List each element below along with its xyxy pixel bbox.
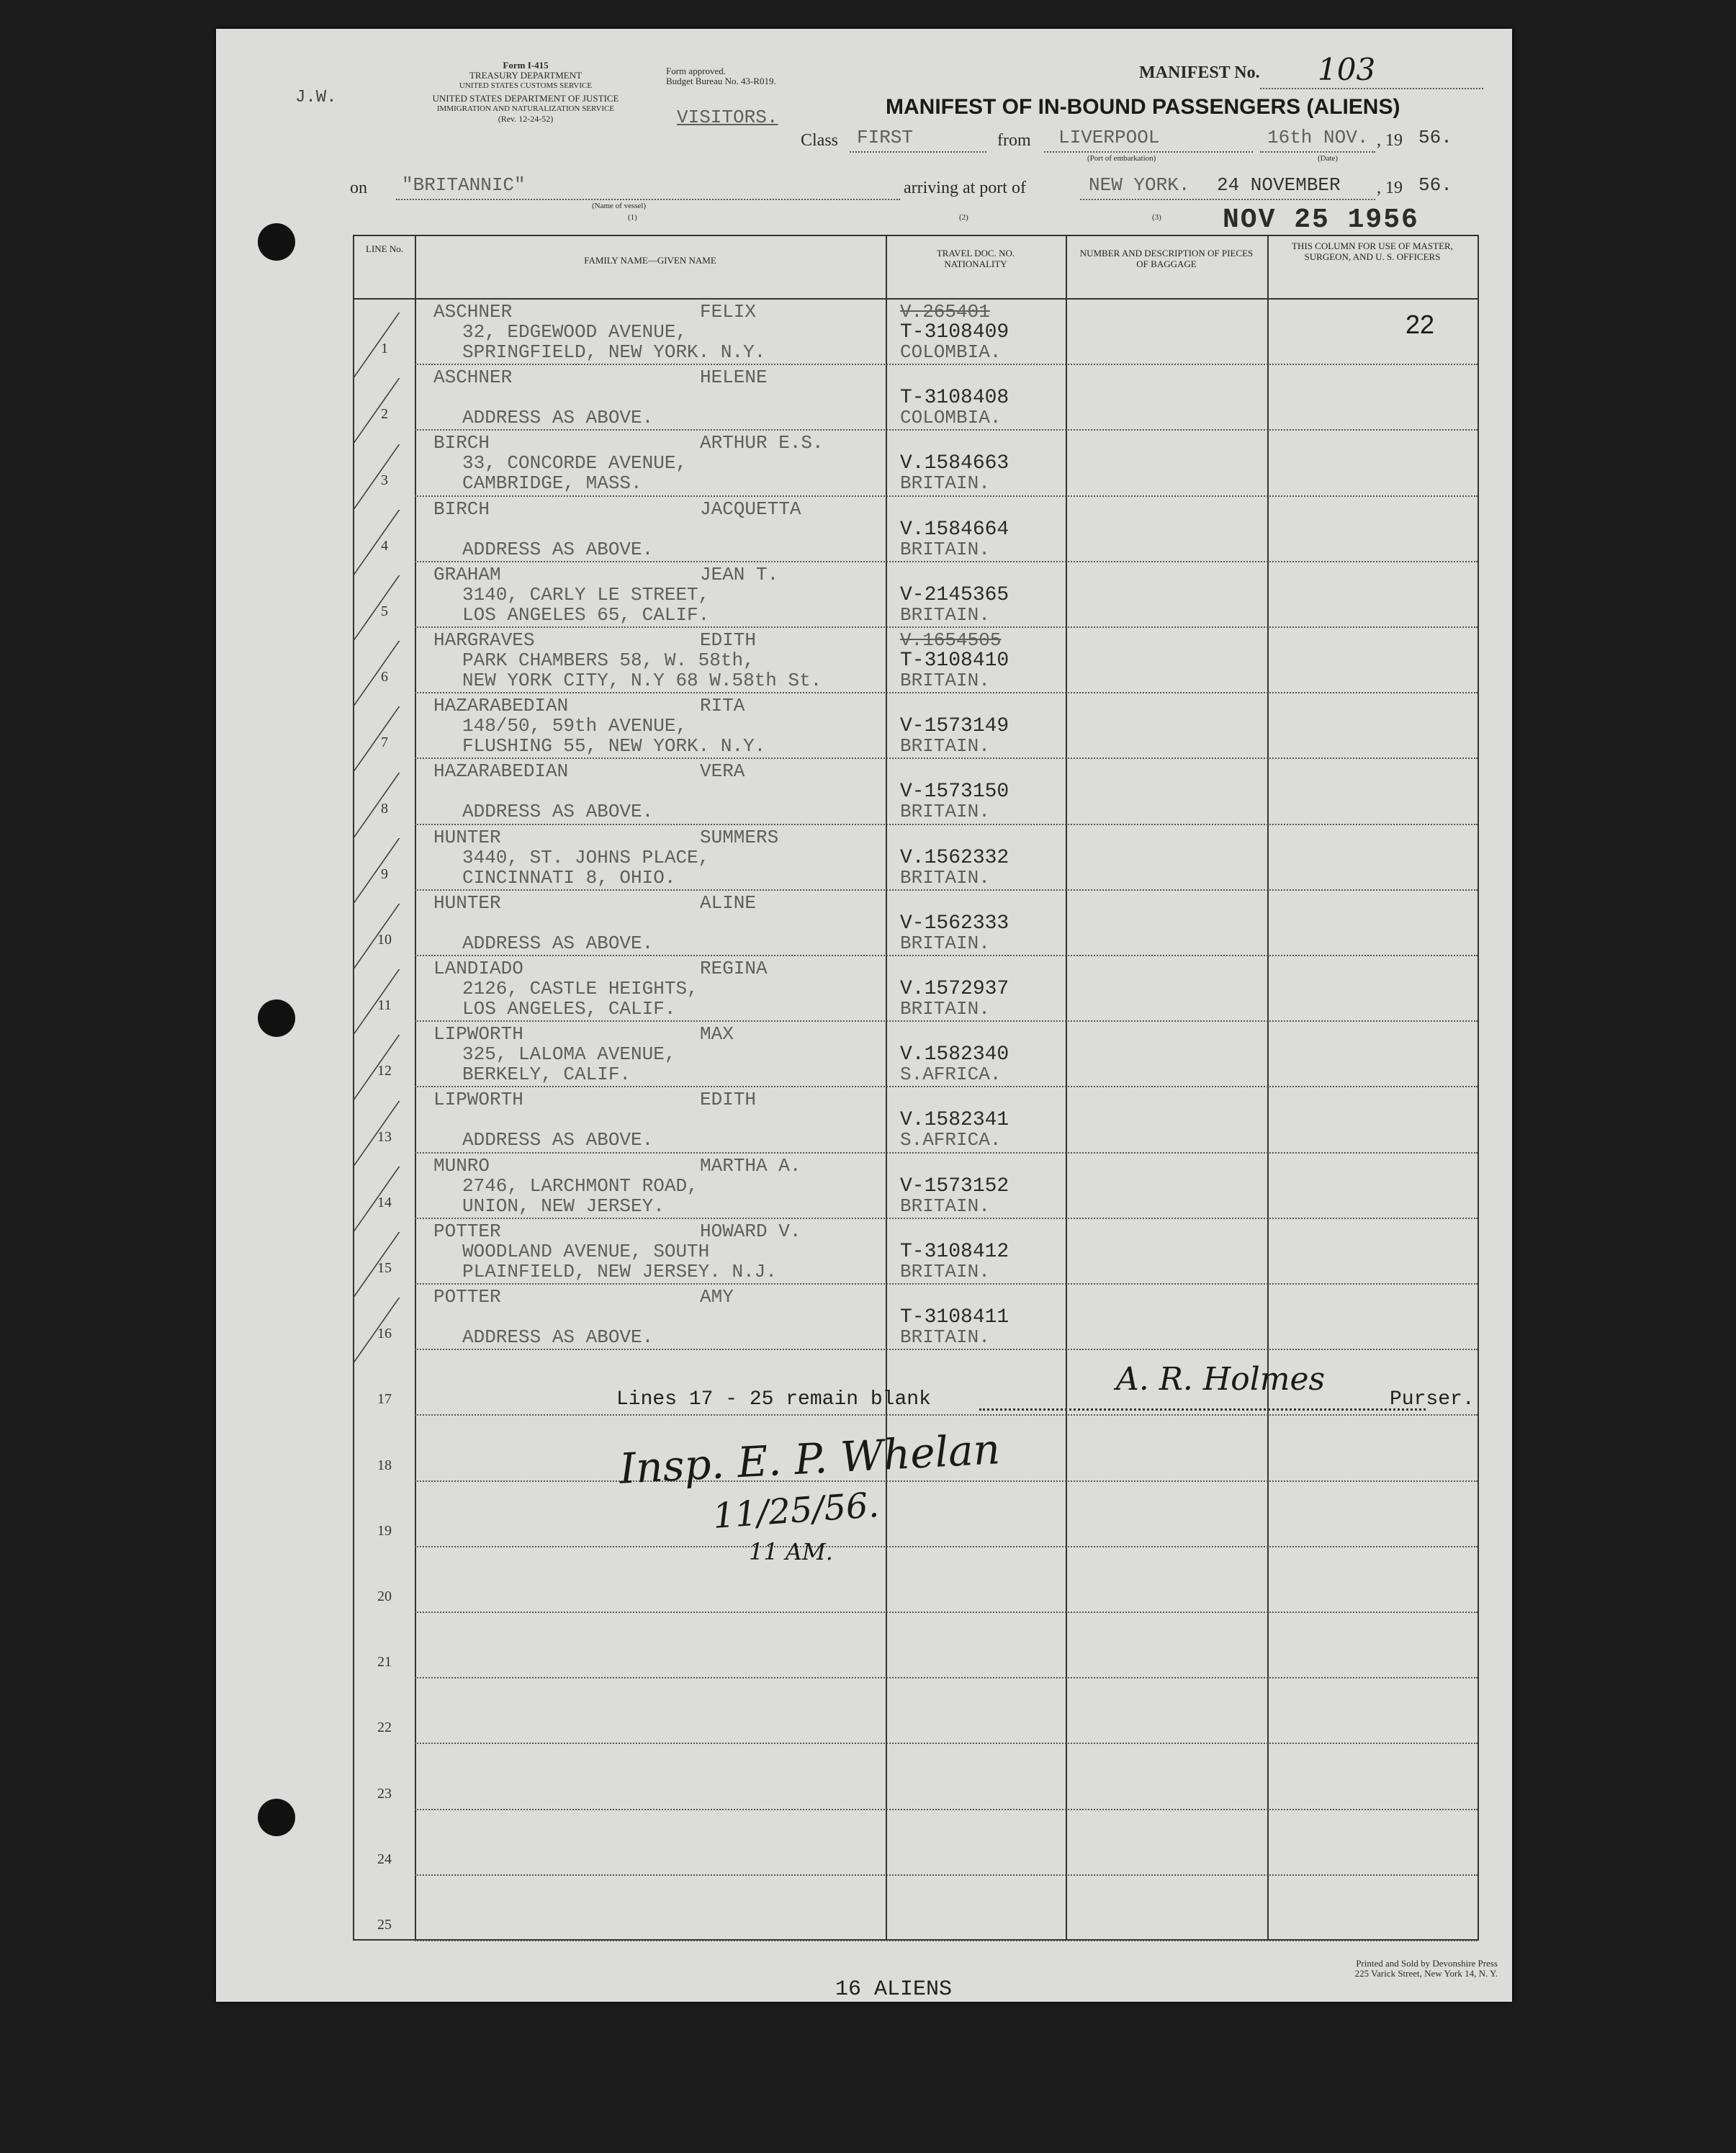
given-name: HELENE <box>700 367 768 389</box>
family-name: BIRCH <box>433 432 490 454</box>
punch-hole <box>258 999 295 1037</box>
table-row <box>354 562 1478 628</box>
line-number: 17 <box>377 1391 392 1408</box>
punch-hole <box>258 1799 295 1836</box>
col-name-header: FAMILY NAME—GIVEN NAME <box>584 255 716 266</box>
punch-hole <box>258 223 295 261</box>
address-line-1: 33, CONCORDE AVENUE, <box>462 452 688 475</box>
address-line-1: 32, EDGEWOOD AVENUE, <box>462 321 688 343</box>
line-number: 19 <box>377 1522 392 1539</box>
nationality: BRITAIN. <box>900 1260 990 1282</box>
caption-1: (1) <box>628 213 637 222</box>
address-line-2: LOS ANGELES, CALIF. <box>462 998 676 1020</box>
line-number: 15 <box>377 1260 392 1276</box>
line-number: 6 <box>381 669 388 686</box>
nationality: S.AFRICA. <box>900 1129 1002 1151</box>
clerk-initials: J.W. <box>295 88 337 107</box>
col-baggage-header: NUMBER AND DESCRIPTION OF PIECES OF BAGGAGE <box>1079 248 1254 269</box>
col-officers-header: THIS COLUMN FOR USE OF MASTER, SURGEON, AND U. S. OFFICERS <box>1292 241 1453 262</box>
given-name: FELIX <box>700 301 757 323</box>
table-row <box>354 365 1478 431</box>
nationality: COLOMBIA. <box>900 341 1002 363</box>
table-row <box>354 759 1478 824</box>
travel-doc-number: V-2145365 <box>900 583 1009 606</box>
form-number: Form I-415 <box>503 60 549 71</box>
inspector-date: 11/25/56. <box>711 1485 881 1537</box>
inspector-time: 11 AM. <box>749 1538 833 1565</box>
table-row <box>354 300 1478 365</box>
family-name: HUNTER <box>433 891 501 914</box>
vessel-caption: (Name of vessel) <box>592 202 647 210</box>
travel-doc-number: V.1584663 <box>900 452 1009 475</box>
manifest-number: 103 <box>1318 52 1376 87</box>
line-number: 21 <box>377 1654 392 1671</box>
date-caption: (Date) <box>1318 154 1339 163</box>
line-number: 12 <box>377 1063 392 1079</box>
line-number: 22 <box>377 1720 392 1736</box>
address-line-2: FLUSHING 55, NEW YORK. N.Y. <box>462 735 766 758</box>
purser-label: Purser. <box>1390 1388 1475 1411</box>
address-line-2: CINCINNATI 8, OHIO. <box>462 866 676 889</box>
given-name: REGINA <box>700 958 768 979</box>
travel-doc-number: V-1573152 <box>900 1174 1009 1197</box>
row-divider <box>415 1414 1478 1416</box>
family-name: LIPWORTH <box>433 1023 523 1046</box>
given-name: VERA <box>700 760 745 783</box>
travel-doc-number: V.1584664 <box>900 518 1009 541</box>
given-name: JACQUETTA <box>700 498 801 520</box>
class-label: Class <box>801 131 839 150</box>
table-row <box>354 431 1478 496</box>
dept-treasury: TREASURY DEPARTMENT <box>469 70 583 81</box>
address-line-2: ADDRESS AS ABOVE. <box>462 538 654 560</box>
line-number: 20 <box>377 1588 392 1604</box>
travel-doc-number: V.1562332 <box>900 846 1009 869</box>
table-row <box>354 956 1478 1022</box>
row-divider <box>415 1809 1478 1810</box>
caption-2: (2) <box>959 213 968 222</box>
embarkation-port: LIVERPOOL <box>1058 127 1160 148</box>
family-name: LIPWORTH <box>433 1089 523 1111</box>
line-number: 8 <box>381 800 388 817</box>
table-row <box>354 1285 1478 1350</box>
family-name: POTTER <box>433 1286 501 1308</box>
line-number: 18 <box>377 1457 392 1473</box>
dept-justice: UNITED STATES DEPARTMENT OF JUSTICE <box>432 93 619 104</box>
family-name: POTTER <box>433 1220 501 1242</box>
address-line-2: SPRINGFIELD, NEW YORK. N.Y. <box>462 341 766 363</box>
on-label: on <box>350 179 367 197</box>
line-number: 9 <box>381 866 388 882</box>
line-number: 25 <box>377 1917 392 1933</box>
nationality: BRITAIN. <box>900 1326 990 1348</box>
given-name: EDITH <box>700 1089 757 1111</box>
family-name: HAZARABEDIAN <box>433 760 569 783</box>
table-row <box>354 1154 1478 1219</box>
address-line-2: PLAINFIELD, NEW JERSEY. N.J. <box>462 1260 777 1282</box>
line-number: 10 <box>377 932 392 948</box>
address-line-1: 3440, ST. JOHNS PLACE, <box>462 846 710 868</box>
family-name: MUNRO <box>433 1154 490 1177</box>
row-divider <box>415 1874 1478 1876</box>
address-line-1: 148/50, 59th AVENUE, <box>462 715 688 737</box>
travel-doc-number: T-3108410 <box>900 650 1009 672</box>
line-number: 11 <box>377 997 392 1014</box>
nationality: BRITAIN. <box>900 538 990 560</box>
given-name: MAX <box>700 1023 734 1046</box>
embarkation-caption: (Port of embarkation) <box>1087 154 1156 163</box>
blank-lines-note: Lines 17 - 25 remain blank <box>616 1388 931 1411</box>
arrival-date-stamp: NOV 25 1956 <box>1223 204 1419 235</box>
line-number: 5 <box>381 603 388 619</box>
line-number: 24 <box>377 1851 392 1867</box>
address-line-2: ADDRESS AS ABOVE. <box>462 407 654 429</box>
manifest-number-label: MANIFEST No. <box>1139 63 1260 82</box>
nationality: COLOMBIA. <box>900 407 1002 429</box>
line-number: 13 <box>377 1128 392 1145</box>
departure-date: 16th NOV. <box>1267 127 1369 148</box>
line-number: 4 <box>381 537 388 554</box>
line-number: 1 <box>381 341 388 357</box>
table-row <box>354 497 1478 562</box>
check-mark-icon <box>353 1298 464 1362</box>
form-approved: Form approved. <box>666 66 727 76</box>
from-label: from <box>997 131 1031 150</box>
address-line-2: ADDRESS AS ABOVE. <box>462 932 654 954</box>
line-number: 16 <box>377 1326 392 1342</box>
travel-doc-struck: V.1654505 <box>900 629 1002 651</box>
row-divider <box>415 1612 1478 1613</box>
table-row <box>354 1022 1478 1087</box>
table-row <box>354 1087 1478 1153</box>
given-name: RITA <box>700 695 745 717</box>
arrival-date: 24 NOVEMBER <box>1217 174 1341 196</box>
manifest-title: MANIFEST OF IN-BOUND PASSENGERS (ALIENS) <box>886 95 1400 119</box>
travel-doc-number: V.1572937 <box>900 978 1009 1000</box>
family-name: GRAHAM <box>433 563 501 585</box>
line-number: 7 <box>381 734 388 751</box>
caption-3: (3) <box>1152 213 1161 222</box>
given-name: JEAN T. <box>700 563 779 585</box>
family-name: LANDIADO <box>433 958 523 979</box>
address-line-2: BERKELY, CALIF. <box>462 1064 631 1086</box>
arrival-port: NEW YORK. <box>1089 174 1190 196</box>
address-line-2: NEW YORK CITY, N.Y 68 W.58th St. <box>462 670 822 691</box>
row-divider <box>415 1677 1478 1678</box>
passenger-category: VISITORS. <box>677 107 778 128</box>
travel-doc-number: V-1573150 <box>900 781 1009 804</box>
nationality: BRITAIN. <box>900 603 990 626</box>
given-name: HOWARD V. <box>700 1220 801 1242</box>
family-name: BIRCH <box>433 498 490 520</box>
given-name: ALINE <box>700 891 757 914</box>
line-number: 2 <box>381 406 388 423</box>
address-line-1: 2126, CASTLE HEIGHTS, <box>462 978 698 999</box>
family-name: HAZARABEDIAN <box>433 695 569 717</box>
family-name: HUNTER <box>433 826 501 848</box>
travel-doc-number: V-1562333 <box>900 912 1009 935</box>
printer-line-1: Printed and Sold by Devonshire Press <box>1356 1958 1498 1969</box>
row-divider <box>415 1743 1478 1744</box>
printer-line-2: 225 Varick Street, New York 14, N. Y. <box>1354 1968 1498 1979</box>
row-divider <box>415 1546 1478 1547</box>
travel-doc-number: V.1582340 <box>900 1043 1009 1066</box>
line-number: 3 <box>381 472 388 488</box>
family-name: HARGRAVES <box>433 629 535 651</box>
row-divider <box>415 1940 1478 1941</box>
given-name: ARTHUR E.S. <box>700 432 824 454</box>
alien-total: 16 ALIENS <box>835 1977 953 2002</box>
nationality: BRITAIN. <box>900 670 990 691</box>
given-name: MARTHA A. <box>700 1154 801 1177</box>
address-line-2: ADDRESS AS ABOVE. <box>462 1129 654 1151</box>
table-row <box>354 693 1478 759</box>
address-line-1: 3140, CARLY LE STREET, <box>462 583 710 606</box>
nationality: BRITAIN. <box>900 866 990 889</box>
departure-year: 56. <box>1418 127 1452 148</box>
given-name: EDITH <box>700 629 757 651</box>
nationality: S.AFRICA. <box>900 1064 1002 1086</box>
budget-bureau: Budget Bureau No. 43-R019. <box>666 76 776 86</box>
given-name: AMY <box>700 1286 734 1308</box>
manifest-page <box>216 29 1512 2002</box>
table-row <box>354 825 1478 891</box>
arrival-year-prefix: , 19 <box>1377 179 1403 197</box>
address-line-1: 2746, LARCHMONT ROAD, <box>462 1174 698 1197</box>
address-line-1: WOODLAND AVENUE, SOUTH <box>462 1240 710 1262</box>
family-name: ASCHNER <box>433 367 513 389</box>
passenger-table <box>353 235 1479 1941</box>
given-name: SUMMERS <box>700 826 779 848</box>
travel-doc-number: V.1582341 <box>900 1109 1009 1132</box>
family-name: ASCHNER <box>433 301 513 323</box>
address-line-1: 325, LALOMA AVENUE, <box>462 1043 676 1066</box>
line-number: 23 <box>377 1785 392 1802</box>
col-travel-header: TRAVEL DOC. NO. NATIONALITY <box>936 248 1015 269</box>
year-prefix: , 19 <box>1377 131 1403 150</box>
line-number: 14 <box>377 1194 392 1210</box>
form-revision: (Rev. 12-24-52) <box>498 114 554 124</box>
officer-note: 22 <box>1406 310 1435 339</box>
table-row <box>354 628 1478 693</box>
dept-customs: UNITED STATES CUSTOMS SERVICE <box>459 81 593 90</box>
col-line-header: LINE No. <box>366 243 403 254</box>
travel-doc-number: T-3108411 <box>900 1306 1009 1329</box>
address-line-2: ADDRESS AS ABOVE. <box>462 801 654 823</box>
nationality: BRITAIN. <box>900 801 990 823</box>
nationality: BRITAIN. <box>900 1195 990 1217</box>
address-line-2: UNION, NEW JERSEY. <box>462 1195 665 1217</box>
arrival-year: 56. <box>1418 174 1452 196</box>
travel-doc-number: V-1573149 <box>900 715 1009 738</box>
nationality: BRITAIN. <box>900 998 990 1020</box>
dept-ins: IMMIGRATION AND NATURALIZATION SERVICE <box>436 104 615 113</box>
address-line-2: LOS ANGELES 65, CALIF. <box>462 603 710 626</box>
travel-doc-number: T-3108412 <box>900 1240 1009 1263</box>
nationality: BRITAIN. <box>900 735 990 758</box>
class-value: FIRST <box>857 127 914 148</box>
table-row <box>354 891 1478 956</box>
arriving-label: arriving at port of <box>904 179 1026 197</box>
travel-doc-struck: V.265401 <box>900 301 990 323</box>
address-line-1: PARK CHAMBERS 58, W. 58th, <box>462 650 755 671</box>
travel-doc-number: T-3108409 <box>900 321 1009 343</box>
travel-doc-number: T-3108408 <box>900 387 1009 410</box>
nationality: BRITAIN. <box>900 932 990 954</box>
vessel-name: "BRITANNIC" <box>402 174 526 196</box>
row-divider <box>415 1480 1478 1482</box>
inspector-signature: Insp. E. P. Whelan <box>618 1424 1002 1493</box>
address-line-2: ADDRESS AS ABOVE. <box>462 1326 654 1348</box>
table-row <box>354 1219 1478 1285</box>
address-line-2: CAMBRIDGE, MASS. <box>462 472 642 495</box>
nationality: BRITAIN. <box>900 472 990 495</box>
purser-signature: A. R. Holmes <box>1116 1361 1326 1398</box>
